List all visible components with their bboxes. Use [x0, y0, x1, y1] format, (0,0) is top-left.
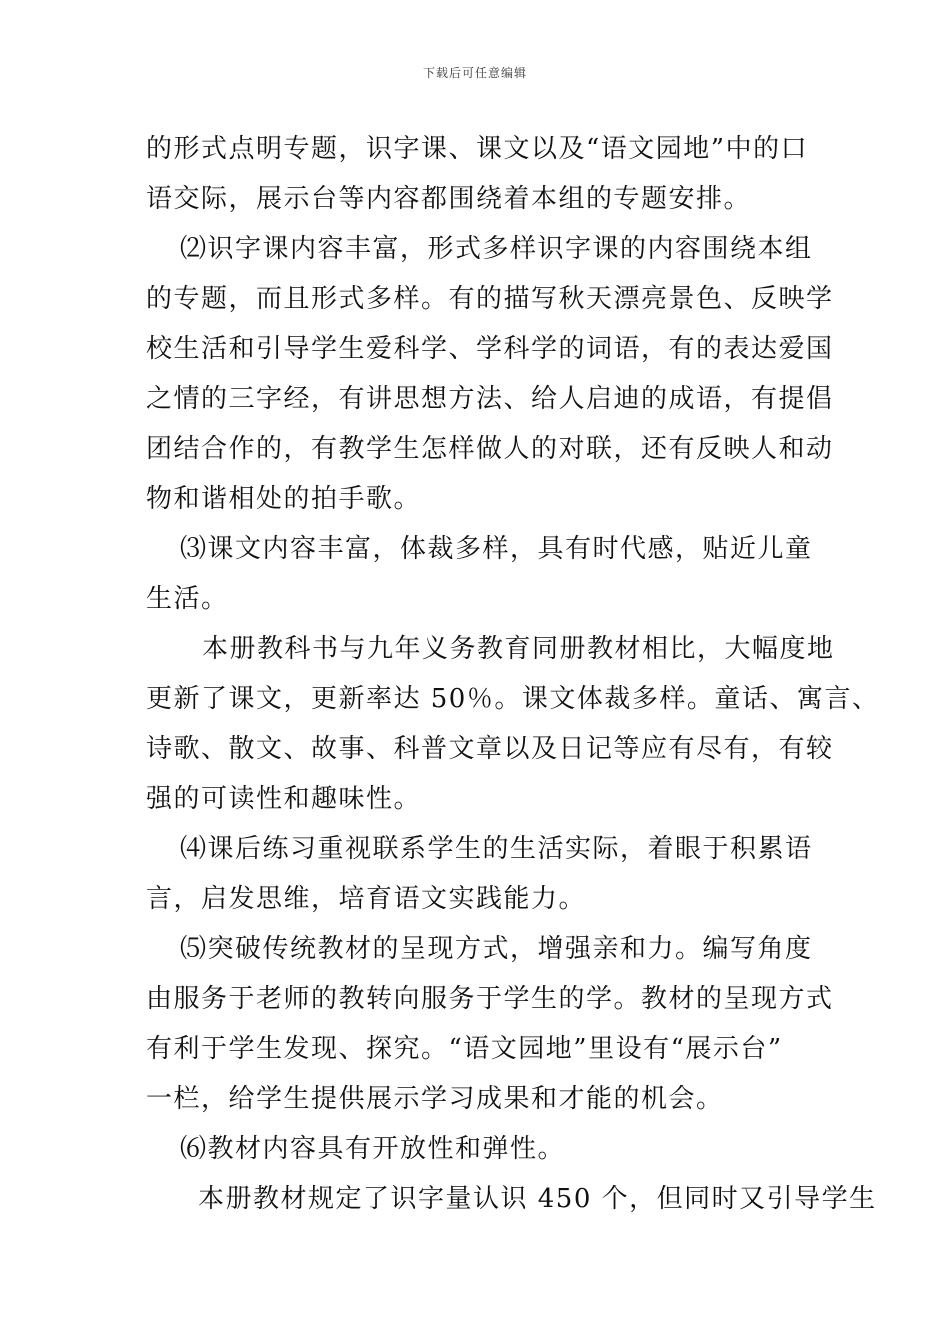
text-line: 更新了课文，更新率达 50％。课文体裁多样。童话、寓言、 [146, 684, 880, 714]
text-line: 言，启发思维，培育语文实践能力。 [146, 884, 587, 914]
text-line: 一栏，给学生提供展示学习成果和才能的机会。 [146, 1084, 724, 1114]
text-line: 本册教科书与九年义务教育同册教材相比，大幅度地 [202, 634, 835, 664]
text-line: ⑸突破传统教材的呈现方式，增强亲和力。编写角度 [180, 934, 813, 964]
text-line: 有利于学生发现、探究。“语文园地”里设有“展示台” [146, 1034, 783, 1064]
text-line: 诗歌、散文、故事、科普文章以及日记等应有尽有，有较 [146, 734, 834, 764]
text-line: 校生活和引导学生爱科学、学科学的词语，有的表达爱国 [146, 334, 834, 364]
page-header: 下载后可任意编辑 [422, 66, 527, 80]
text-line: ⑹教材内容具有开放性和弹性。 [180, 1134, 566, 1164]
text-line: 生活。 [146, 584, 229, 614]
text-line: 强的可读性和趣味性。 [146, 784, 422, 814]
text-line: 物和谐相处的拍手歌。 [146, 484, 422, 514]
text-line: 团结合作的，有教学生怎样做人的对联，还有反映人和动 [146, 434, 834, 464]
text-line: 本册教材规定了识字量认识 450 个，但同时又引导学生 [198, 1184, 877, 1214]
text-line: 由服务于老师的教转向服务于学生的学。教材的呈现方式 [146, 984, 834, 1014]
text-line: ⑵识字课内容丰富，形式多样识字课的内容围绕本组 [180, 234, 813, 264]
text-line: 的形式点明专题，识字课、课文以及“语文园地”中的口 [146, 134, 809, 164]
document-body [146, 129, 880, 1229]
text-line: 语交际，展示台等内容都围绕着本组的专题安排。 [146, 184, 752, 214]
text-line: 之情的三字经，有讲思想方法、给人启迪的成语，有提倡 [146, 384, 834, 414]
text-line: 的专题，而且形式多样。有的描写秋天漂亮景色、反映学 [146, 284, 834, 314]
text-line: ⑷课后练习重视联系学生的生活实际，着眼于积累语 [180, 834, 813, 864]
text-line: ⑶课文内容丰富，体裁多样，具有时代感，贴近儿童 [180, 534, 813, 564]
